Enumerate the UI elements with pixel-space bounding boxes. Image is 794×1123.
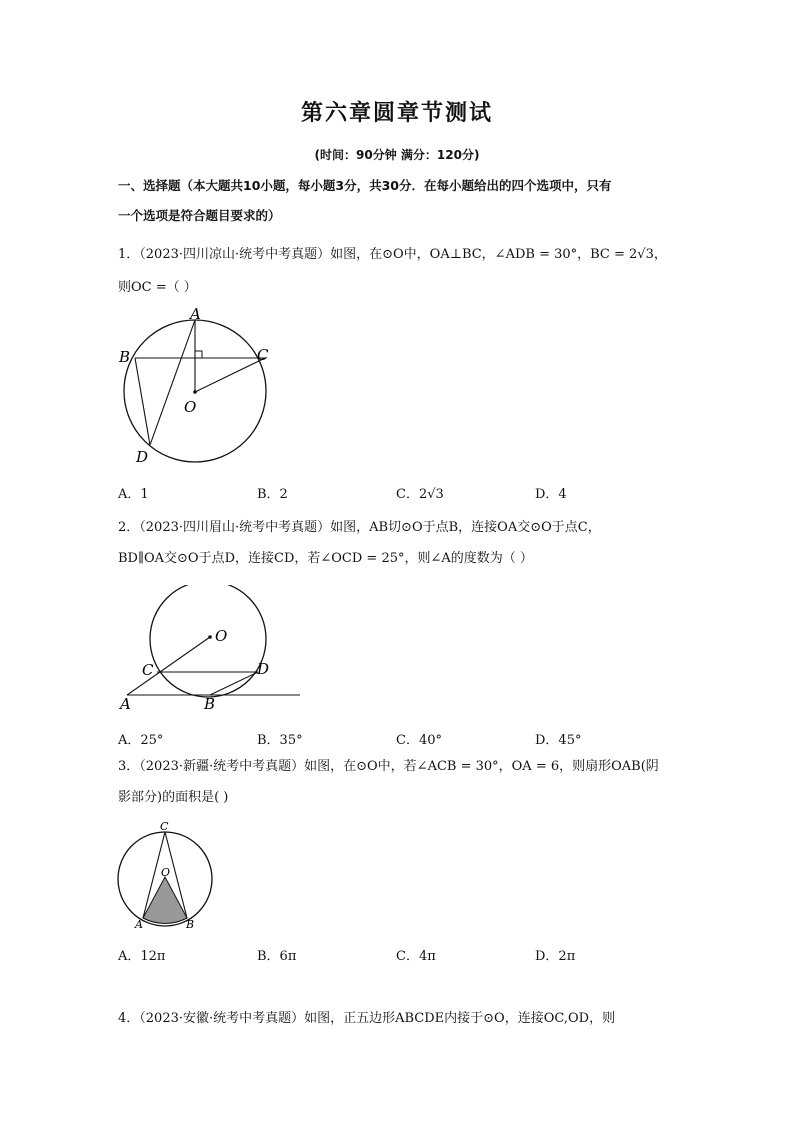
q3-option-c: C．4π (396, 949, 436, 964)
q3-shaded-sector (143, 877, 187, 923)
q2-stem-line2: BD∥OA交⊙O于点D，连接CD，若∠OCD = 25°，则∠A的度数为（ ） (118, 551, 533, 566)
q2-option-b: B．35° (257, 733, 303, 748)
q1-label-d: D (136, 448, 149, 466)
q1-option-b: B．2 (257, 487, 288, 502)
q3-stem-line2: 影部分)的面积是( ) (118, 790, 229, 805)
q1-segment-ad (150, 320, 195, 445)
q2-center-dot (208, 635, 212, 639)
q1-segment-oc (195, 358, 265, 392)
q1-center-dot (193, 390, 197, 394)
exam-info: (时间：90分钟 满分：120分) (314, 148, 480, 162)
q2-option-c: C．40° (396, 733, 442, 748)
q1-label-a: A (190, 305, 201, 323)
section-heading-line2: 一个选项是符合题目要求的） (118, 208, 281, 223)
q2-label-b: B (204, 695, 216, 713)
q1-label-o: O (184, 398, 197, 416)
q2-option-a: A．25° (118, 733, 164, 748)
q1-option-c: C．2√3 (396, 487, 444, 502)
q1-figure (110, 300, 280, 470)
section-heading-line1: 一、选择题（本大题共10小题，每小题3分，共30分．在每小题给出的四个选项中，只有 (118, 178, 612, 193)
q3-label-a: A (135, 918, 143, 931)
q2-label-d: D (257, 660, 270, 678)
q3-label-c: C (160, 820, 169, 833)
q1-label-b: B (119, 348, 131, 366)
q3-figure (112, 817, 222, 935)
q2-stem-line1: 2．（2023·四川眉山·统考中考真题）如图，AB切⊙O于点B，连接OA交⊙O于点C， (118, 520, 601, 535)
q1-option-a: A．1 (118, 487, 149, 502)
q2-label-o: O (215, 627, 228, 645)
q3-option-b: B．6π (257, 949, 297, 964)
q3-label-o: O (161, 866, 171, 879)
q4-stem-line1: 4．（2023·安徽·统考中考真题）如图，正五边形ABCDE内接于⊙O，连接OC,OD，则 (118, 1011, 616, 1026)
q2-segment-ao (127, 637, 210, 695)
q1-right-angle-mark (195, 351, 202, 358)
q1-stem-line1: 1．（2023·四川凉山·统考中考真题）如图，在⊙O中，OA⊥BC，∠ADB = 30°，BC = 2√3， (118, 247, 667, 262)
q2-label-c: C (142, 661, 154, 679)
q2-figure (115, 585, 305, 715)
q1-label-c: C (257, 346, 269, 364)
q2-option-d: D．45° (535, 733, 582, 748)
q3-option-d: D．2π (535, 949, 576, 964)
q3-option-a: A．12π (118, 949, 166, 964)
q3-label-b: B (186, 918, 195, 931)
q2-circle (150, 585, 266, 697)
q1-stem-line2: 则OC =（ ） (118, 280, 197, 295)
page-title: 第六章圆章节测试 (300, 101, 493, 126)
q2-label-a: A (120, 695, 131, 713)
q3-stem-line1: 3．（2023·新疆·统考中考真题）如图，在⊙O中，若∠ACB = 30°，OA = 6，则扇形OAB(阴 (118, 759, 659, 774)
q1-option-d: D．4 (535, 487, 567, 502)
